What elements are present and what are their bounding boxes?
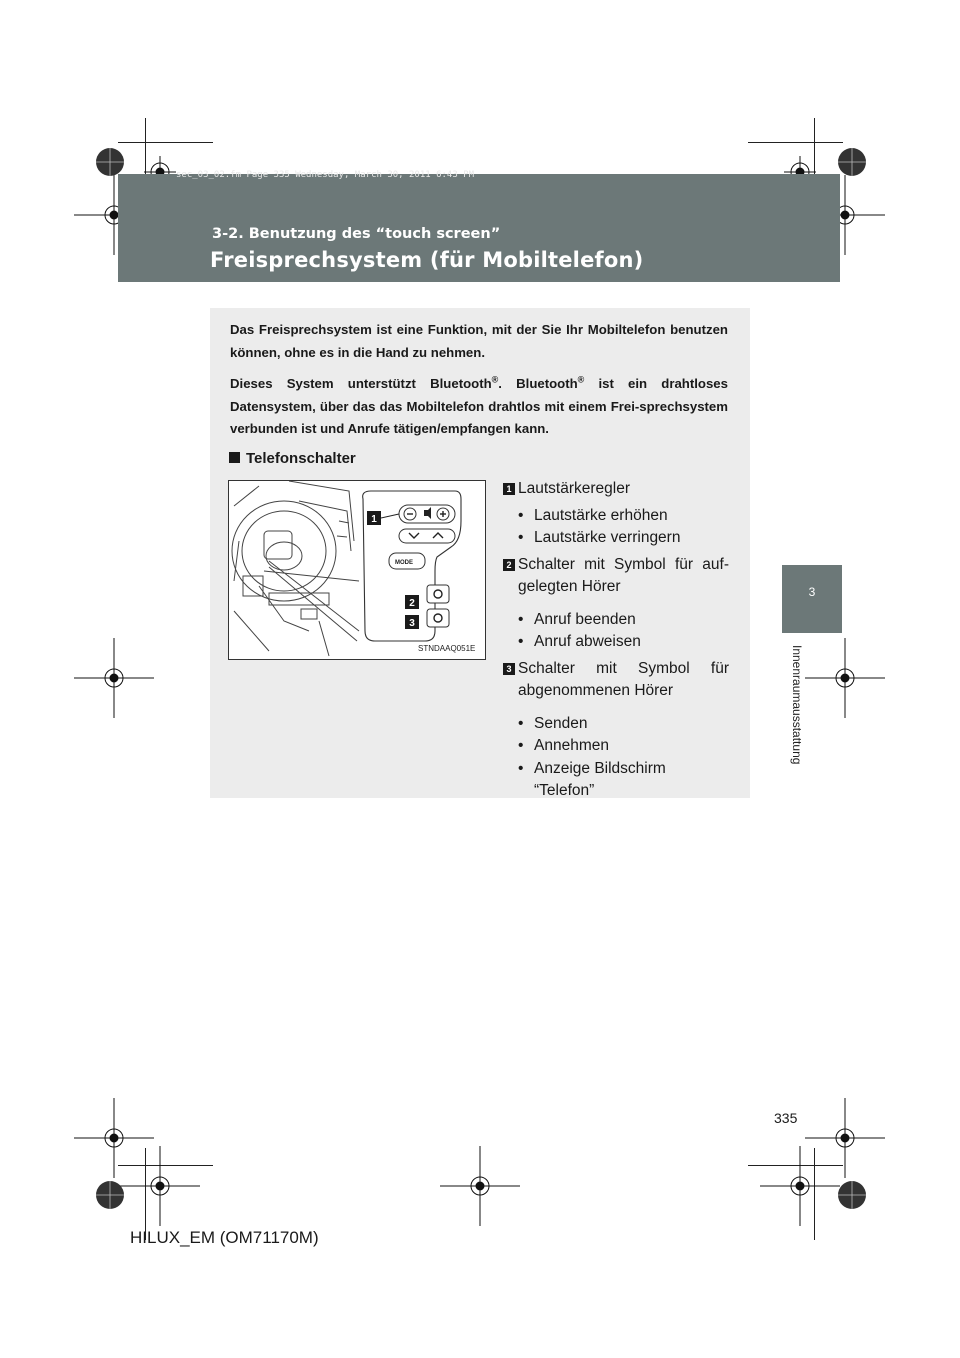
intro-paragraph-1: Das Freisprechsystem ist eine Funktion, mit der Sie Ihr Mobiltelefon benutzen können, ohne es in die Hand zu nehmen. <box>230 322 728 360</box>
subheading-telefonschalter: Telefonschalter <box>229 450 356 467</box>
number-badge: 2 <box>503 559 515 571</box>
chapter-label: Innenraumausstattung <box>790 645 804 765</box>
callout-1 <box>367 511 381 525</box>
file-stamp: sec_03_02.fm Page 335 Wednesday, March 30, 2011 6:43 PM <box>176 170 475 180</box>
footer-model-code: HILUX_EM (OM71170M) <box>130 1228 319 1247</box>
list-item: • Senden <box>518 713 729 736</box>
figure-code: STNDAAQ051E <box>418 644 476 653</box>
svg-text:1: 1 <box>371 514 377 525</box>
item-2-bullets <box>503 609 729 654</box>
section-title: 3-2. Benutzung des “touch screen” <box>212 226 501 242</box>
item-1-title: 1 Lautstärkeregler <box>503 478 729 501</box>
svg-text:3: 3 <box>409 618 415 629</box>
item-1-bullets <box>503 505 729 550</box>
number-badge: 1 <box>503 483 515 495</box>
list-item: • Lautstärke verringern <box>518 527 729 550</box>
intro-text <box>230 319 728 450</box>
callout-2 <box>405 595 419 609</box>
square-bullet-icon <box>229 452 240 463</box>
intro-paragraph-2: Dieses System unterstützt Bluetooth®. Bluetooth® ist ein drahtloses Datensystem, über das das Mobiltelefon drahtlos mit einem Frei-sprechsystem verbunden ist und Anrufe tätigen/empfangen kann. <box>230 374 728 436</box>
list-item: • Lautstärke erhöhen <box>518 505 729 528</box>
list-item: • Anzeige Bildschirm “Telefon” <box>518 758 729 803</box>
mode-button-label: MODE <box>395 560 413 566</box>
item-3-title: 3 Schalter mit Symbol für abgenommenen Hörer <box>503 658 729 703</box>
steering-wheel-figure <box>228 480 486 660</box>
chapter-number: 3 <box>808 585 816 599</box>
item-3-bullets <box>503 713 729 803</box>
item-2-title: 2 Schalter mit Symbol für auf-gelegten Hörer <box>503 554 729 599</box>
page-title: Freisprechsystem (für Mobiltelefon) <box>210 248 644 272</box>
list-item: • Annehmen <box>518 735 729 758</box>
page-number: 335 <box>774 1110 798 1126</box>
switch-descriptions <box>503 478 729 807</box>
chapter-tab <box>782 565 842 633</box>
svg-text:2: 2 <box>409 598 415 609</box>
callout-3 <box>405 615 419 629</box>
steering-wheel-illustration <box>229 481 485 659</box>
number-badge: 3 <box>503 663 515 675</box>
list-item: • Anruf beenden <box>518 609 729 632</box>
list-item: • Anruf abweisen <box>518 631 729 654</box>
